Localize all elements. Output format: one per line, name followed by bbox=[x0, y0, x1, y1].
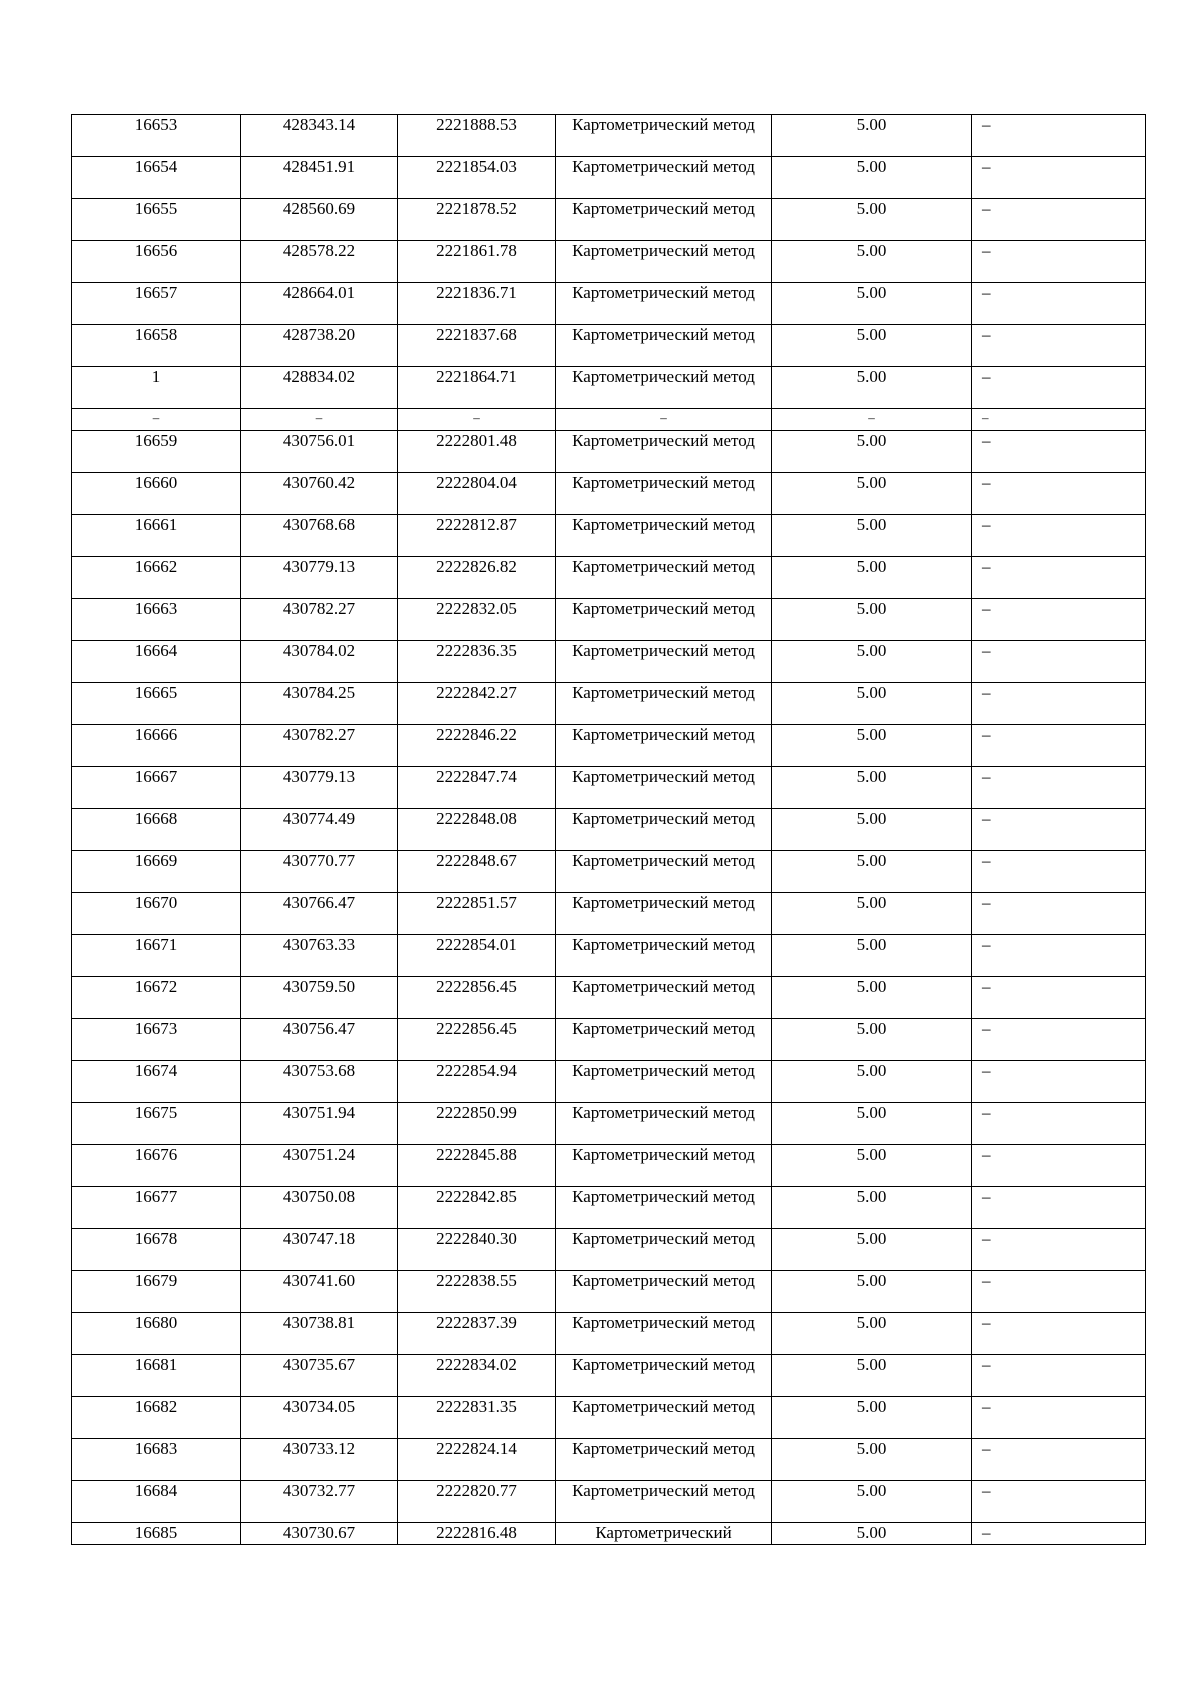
cell-coordinate-y: 2222831.35 bbox=[398, 1397, 556, 1439]
cell-point-number: 16675 bbox=[72, 1103, 241, 1145]
table-row bbox=[72, 473, 1146, 515]
cell-point-number: 16659 bbox=[72, 431, 241, 473]
cell-coordinate-x: 430751.24 bbox=[241, 1145, 398, 1187]
table-row bbox=[72, 599, 1146, 641]
cell-point-number: 16670 bbox=[72, 893, 241, 935]
cell-point-number: 16668 bbox=[72, 809, 241, 851]
cell-coordinate-x: 430779.13 bbox=[241, 767, 398, 809]
cell-point-number: 16662 bbox=[72, 557, 241, 599]
cell-accuracy: 5.00 bbox=[772, 599, 972, 641]
cell-accuracy: 5.00 bbox=[772, 1481, 972, 1523]
table-row bbox=[72, 115, 1146, 157]
table-row bbox=[72, 809, 1146, 851]
table-row bbox=[72, 893, 1146, 935]
cell-point-number: 16667 bbox=[72, 767, 241, 809]
cell-note: – bbox=[972, 1313, 1146, 1355]
cell-accuracy: 5.00 bbox=[772, 557, 972, 599]
cell-coordinate-y: 2222820.77 bbox=[398, 1481, 556, 1523]
table-row bbox=[72, 1397, 1146, 1439]
cell-note: – bbox=[972, 515, 1146, 557]
cell-method: Картометрический метод bbox=[556, 599, 772, 641]
table-row bbox=[72, 683, 1146, 725]
cell-method: Картометрический метод bbox=[556, 367, 772, 409]
cell-note: – bbox=[972, 1019, 1146, 1061]
cell-note: – bbox=[972, 1271, 1146, 1313]
cell-coordinate-y: 2222840.30 bbox=[398, 1229, 556, 1271]
cell-method: Картометрический метод bbox=[556, 641, 772, 683]
cell-accuracy: 5.00 bbox=[772, 115, 972, 157]
cell-accuracy: 5.00 bbox=[772, 283, 972, 325]
coordinates-table bbox=[71, 114, 1146, 1545]
cell-method: Картометрический метод bbox=[556, 1103, 772, 1145]
cell-coordinate-x: 430738.81 bbox=[241, 1313, 398, 1355]
cell-point-number: 16673 bbox=[72, 1019, 241, 1061]
cell-method: Картометрический bbox=[556, 1523, 772, 1545]
cell-coordinate-y: 2221854.03 bbox=[398, 157, 556, 199]
cell-note: – bbox=[972, 977, 1146, 1019]
cell-accuracy: 5.00 bbox=[772, 1523, 972, 1545]
cell-coordinate-y: 2221836.71 bbox=[398, 283, 556, 325]
cell-coordinate-x: 430779.13 bbox=[241, 557, 398, 599]
cell-accuracy: 5.00 bbox=[772, 893, 972, 935]
cell-method: Картометрический метод bbox=[556, 1229, 772, 1271]
cell-method: Картометрический метод bbox=[556, 767, 772, 809]
cell-coordinate-y: 2222834.02 bbox=[398, 1355, 556, 1397]
table-row bbox=[72, 851, 1146, 893]
cell-note: – bbox=[972, 557, 1146, 599]
cell-coordinate-y: 2222848.67 bbox=[398, 851, 556, 893]
cell-coordinate-x: 430782.27 bbox=[241, 599, 398, 641]
cell-coordinate-y: 2222846.22 bbox=[398, 725, 556, 767]
cell-point-number: 16679 bbox=[72, 1271, 241, 1313]
cell-point-number: 16655 bbox=[72, 199, 241, 241]
table-row bbox=[72, 431, 1146, 473]
cell-point-number: – bbox=[72, 409, 241, 431]
cell-coordinate-x: 430759.50 bbox=[241, 977, 398, 1019]
cell-note: – bbox=[972, 367, 1146, 409]
cell-accuracy: 5.00 bbox=[772, 367, 972, 409]
cell-method: Картометрический метод bbox=[556, 1313, 772, 1355]
cell-coordinate-y: 2221888.53 bbox=[398, 115, 556, 157]
cell-note: – bbox=[972, 199, 1146, 241]
cell-point-number: 16654 bbox=[72, 157, 241, 199]
table-row bbox=[72, 199, 1146, 241]
cell-point-number: 16672 bbox=[72, 977, 241, 1019]
cell-note: – bbox=[972, 409, 1146, 431]
cell-coordinate-x: 430756.47 bbox=[241, 1019, 398, 1061]
cell-note: – bbox=[972, 473, 1146, 515]
cell-coordinate-y: 2222854.94 bbox=[398, 1061, 556, 1103]
cell-method: Картометрический метод bbox=[556, 199, 772, 241]
cell-coordinate-y: – bbox=[398, 409, 556, 431]
cell-coordinate-x: 430733.12 bbox=[241, 1439, 398, 1481]
cell-point-number: 16683 bbox=[72, 1439, 241, 1481]
table-row bbox=[72, 157, 1146, 199]
cell-point-number: 16660 bbox=[72, 473, 241, 515]
cell-coordinate-y: 2222826.82 bbox=[398, 557, 556, 599]
cell-coordinate-x: 430782.27 bbox=[241, 725, 398, 767]
cell-accuracy: 5.00 bbox=[772, 431, 972, 473]
cell-coordinate-x: 428343.14 bbox=[241, 115, 398, 157]
cell-coordinate-y: 2222842.85 bbox=[398, 1187, 556, 1229]
cell-method: Картометрический метод bbox=[556, 809, 772, 851]
cell-coordinate-x: 430763.33 bbox=[241, 935, 398, 977]
cell-note: – bbox=[972, 1397, 1146, 1439]
table-row bbox=[72, 1481, 1146, 1523]
table-row bbox=[72, 1313, 1146, 1355]
cell-coordinate-y: 2222848.08 bbox=[398, 809, 556, 851]
cell-note: – bbox=[972, 157, 1146, 199]
cell-point-number: 16684 bbox=[72, 1481, 241, 1523]
cell-coordinate-x: 430770.77 bbox=[241, 851, 398, 893]
cell-note: – bbox=[972, 641, 1146, 683]
cell-point-number: 16665 bbox=[72, 683, 241, 725]
cell-note: – bbox=[972, 115, 1146, 157]
table-row bbox=[72, 977, 1146, 1019]
cell-method: Картометрический метод bbox=[556, 431, 772, 473]
cell-accuracy: 5.00 bbox=[772, 1313, 972, 1355]
cell-coordinate-x: 428738.20 bbox=[241, 325, 398, 367]
cell-coordinate-x: 430734.05 bbox=[241, 1397, 398, 1439]
cell-note: – bbox=[972, 893, 1146, 935]
cell-point-number: 1 bbox=[72, 367, 241, 409]
cell-accuracy: 5.00 bbox=[772, 1187, 972, 1229]
cell-note: – bbox=[972, 725, 1146, 767]
cell-note: – bbox=[972, 1439, 1146, 1481]
cell-coordinate-x: 430732.77 bbox=[241, 1481, 398, 1523]
cell-coordinate-y: 2221864.71 bbox=[398, 367, 556, 409]
cell-accuracy: 5.00 bbox=[772, 241, 972, 283]
cell-point-number: 16663 bbox=[72, 599, 241, 641]
cell-note: – bbox=[972, 283, 1146, 325]
cell-accuracy: 5.00 bbox=[772, 1103, 972, 1145]
cell-coordinate-x: 430735.67 bbox=[241, 1355, 398, 1397]
table-row bbox=[72, 1145, 1146, 1187]
cell-point-number: 16678 bbox=[72, 1229, 241, 1271]
cell-coordinate-x: 430784.25 bbox=[241, 683, 398, 725]
cell-note: – bbox=[972, 1355, 1146, 1397]
cell-point-number: 16661 bbox=[72, 515, 241, 557]
cell-coordinate-y: 2221878.52 bbox=[398, 199, 556, 241]
cell-coordinate-y: 2222837.39 bbox=[398, 1313, 556, 1355]
coordinates-table-body bbox=[72, 115, 1146, 1545]
cell-coordinate-y: 2222832.05 bbox=[398, 599, 556, 641]
cell-point-number: 16685 bbox=[72, 1523, 241, 1545]
cell-method: Картометрический метод bbox=[556, 1397, 772, 1439]
table-row bbox=[72, 1019, 1146, 1061]
cell-point-number: 16653 bbox=[72, 115, 241, 157]
table-row bbox=[72, 1103, 1146, 1145]
table-row bbox=[72, 557, 1146, 599]
cell-method: Картометрический метод bbox=[556, 241, 772, 283]
table-row bbox=[72, 1187, 1146, 1229]
cell-coordinate-x: 428560.69 bbox=[241, 199, 398, 241]
cell-method: Картометрический метод bbox=[556, 1061, 772, 1103]
cell-note: – bbox=[972, 1061, 1146, 1103]
cell-coordinate-y: 2222842.27 bbox=[398, 683, 556, 725]
cell-accuracy: 5.00 bbox=[772, 325, 972, 367]
cell-method: Картометрический метод bbox=[556, 1271, 772, 1313]
cell-method: Картометрический метод bbox=[556, 851, 772, 893]
cell-coordinate-y: 2222836.35 bbox=[398, 641, 556, 683]
cell-coordinate-y: 2222812.87 bbox=[398, 515, 556, 557]
cell-accuracy: 5.00 bbox=[772, 1397, 972, 1439]
cell-accuracy: 5.00 bbox=[772, 641, 972, 683]
cell-note: – bbox=[972, 1103, 1146, 1145]
cell-point-number: 16677 bbox=[72, 1187, 241, 1229]
cell-note: – bbox=[972, 1187, 1146, 1229]
cell-accuracy: 5.00 bbox=[772, 683, 972, 725]
cell-coordinate-y: 2222838.55 bbox=[398, 1271, 556, 1313]
cell-coordinate-y: 2222804.04 bbox=[398, 473, 556, 515]
table-row bbox=[72, 1061, 1146, 1103]
table-row bbox=[72, 241, 1146, 283]
cell-accuracy: 5.00 bbox=[772, 1355, 972, 1397]
cell-point-number: 16676 bbox=[72, 1145, 241, 1187]
table-row bbox=[72, 1229, 1146, 1271]
cell-point-number: 16681 bbox=[72, 1355, 241, 1397]
table-row-separator bbox=[72, 409, 1146, 431]
cell-point-number: 16666 bbox=[72, 725, 241, 767]
cell-accuracy: 5.00 bbox=[772, 515, 972, 557]
table-row bbox=[72, 1355, 1146, 1397]
cell-coordinate-y: 2221861.78 bbox=[398, 241, 556, 283]
cell-point-number: 16658 bbox=[72, 325, 241, 367]
cell-coordinate-x: 430753.68 bbox=[241, 1061, 398, 1103]
table-row bbox=[72, 1523, 1146, 1545]
table-row bbox=[72, 1439, 1146, 1481]
cell-method: Картометрический метод bbox=[556, 1481, 772, 1523]
cell-note: – bbox=[972, 599, 1146, 641]
cell-accuracy: 5.00 bbox=[772, 1145, 972, 1187]
cell-coordinate-x: 428578.22 bbox=[241, 241, 398, 283]
cell-note: – bbox=[972, 1229, 1146, 1271]
cell-method: Картометрический метод bbox=[556, 725, 772, 767]
cell-coordinate-y: 2222847.74 bbox=[398, 767, 556, 809]
cell-method: Картометрический метод bbox=[556, 935, 772, 977]
cell-accuracy: 5.00 bbox=[772, 725, 972, 767]
cell-coordinate-x: 428451.91 bbox=[241, 157, 398, 199]
cell-coordinate-x: 430760.42 bbox=[241, 473, 398, 515]
cell-coordinate-x: 430741.60 bbox=[241, 1271, 398, 1313]
cell-accuracy: 5.00 bbox=[772, 977, 972, 1019]
cell-method: Картометрический метод bbox=[556, 1355, 772, 1397]
cell-note: – bbox=[972, 241, 1146, 283]
cell-accuracy: 5.00 bbox=[772, 1271, 972, 1313]
cell-accuracy: 5.00 bbox=[772, 199, 972, 241]
table-row bbox=[72, 515, 1146, 557]
cell-note: – bbox=[972, 767, 1146, 809]
cell-point-number: 16657 bbox=[72, 283, 241, 325]
cell-method: Картометрический метод bbox=[556, 893, 772, 935]
cell-accuracy: 5.00 bbox=[772, 809, 972, 851]
cell-note: – bbox=[972, 935, 1146, 977]
cell-coordinate-x: 428664.01 bbox=[241, 283, 398, 325]
cell-method: Картометрический метод bbox=[556, 1187, 772, 1229]
cell-note: – bbox=[972, 1523, 1146, 1545]
cell-method: Картометрический метод bbox=[556, 1019, 772, 1061]
table-row bbox=[72, 325, 1146, 367]
cell-method: Картометрический метод bbox=[556, 1439, 772, 1481]
cell-point-number: 16671 bbox=[72, 935, 241, 977]
cell-coordinate-y: 2222801.48 bbox=[398, 431, 556, 473]
cell-coordinate-x: 428834.02 bbox=[241, 367, 398, 409]
cell-method: Картометрический метод bbox=[556, 325, 772, 367]
cell-coordinate-x: 430730.67 bbox=[241, 1523, 398, 1545]
cell-accuracy: 5.00 bbox=[772, 157, 972, 199]
cell-point-number: 16656 bbox=[72, 241, 241, 283]
cell-coordinate-y: 2222816.48 bbox=[398, 1523, 556, 1545]
cell-accuracy: 5.00 bbox=[772, 851, 972, 893]
cell-coordinate-y: 2222854.01 bbox=[398, 935, 556, 977]
cell-coordinate-x: 430774.49 bbox=[241, 809, 398, 851]
table-row bbox=[72, 283, 1146, 325]
cell-note: – bbox=[972, 809, 1146, 851]
cell-coordinate-x: 430756.01 bbox=[241, 431, 398, 473]
cell-accuracy: 5.00 bbox=[772, 1061, 972, 1103]
cell-note: – bbox=[972, 325, 1146, 367]
table-row bbox=[72, 767, 1146, 809]
cell-accuracy: 5.00 bbox=[772, 1019, 972, 1061]
cell-method: Картометрический метод bbox=[556, 683, 772, 725]
cell-coordinate-x: 430784.02 bbox=[241, 641, 398, 683]
cell-coordinate-x: 430751.94 bbox=[241, 1103, 398, 1145]
cell-point-number: 16674 bbox=[72, 1061, 241, 1103]
cell-coordinate-x: 430766.47 bbox=[241, 893, 398, 935]
cell-coordinate-y: 2221837.68 bbox=[398, 325, 556, 367]
cell-coordinate-y: 2222845.88 bbox=[398, 1145, 556, 1187]
table-row bbox=[72, 725, 1146, 767]
cell-note: – bbox=[972, 1481, 1146, 1523]
cell-coordinate-y: 2222856.45 bbox=[398, 977, 556, 1019]
cell-coordinate-x: 430750.08 bbox=[241, 1187, 398, 1229]
cell-coordinate-y: 2222851.57 bbox=[398, 893, 556, 935]
table-row bbox=[72, 1271, 1146, 1313]
cell-coordinate-y: 2222856.45 bbox=[398, 1019, 556, 1061]
cell-note: – bbox=[972, 431, 1146, 473]
cell-method: Картометрический метод bbox=[556, 157, 772, 199]
cell-coordinate-x: – bbox=[241, 409, 398, 431]
table-row bbox=[72, 367, 1146, 409]
cell-coordinate-x: 430747.18 bbox=[241, 1229, 398, 1271]
cell-method: Картометрический метод bbox=[556, 283, 772, 325]
cell-note: – bbox=[972, 683, 1146, 725]
cell-point-number: 16669 bbox=[72, 851, 241, 893]
cell-accuracy: 5.00 bbox=[772, 935, 972, 977]
cell-note: – bbox=[972, 851, 1146, 893]
cell-accuracy: 5.00 bbox=[772, 1229, 972, 1271]
cell-coordinate-y: 2222850.99 bbox=[398, 1103, 556, 1145]
cell-method: Картометрический метод bbox=[556, 557, 772, 599]
cell-coordinate-y: 2222824.14 bbox=[398, 1439, 556, 1481]
cell-accuracy: – bbox=[772, 409, 972, 431]
cell-point-number: 16664 bbox=[72, 641, 241, 683]
cell-coordinate-x: 430768.68 bbox=[241, 515, 398, 557]
cell-accuracy: 5.00 bbox=[772, 473, 972, 515]
cell-note: – bbox=[972, 1145, 1146, 1187]
cell-point-number: 16682 bbox=[72, 1397, 241, 1439]
cell-method: Картометрический метод bbox=[556, 473, 772, 515]
cell-method: Картометрический метод bbox=[556, 1145, 772, 1187]
cell-accuracy: 5.00 bbox=[772, 767, 972, 809]
cell-method: Картометрический метод bbox=[556, 977, 772, 1019]
table-row bbox=[72, 641, 1146, 683]
table-row bbox=[72, 935, 1146, 977]
cell-method: Картометрический метод bbox=[556, 515, 772, 557]
cell-point-number: 16680 bbox=[72, 1313, 241, 1355]
cell-method: Картометрический метод bbox=[556, 115, 772, 157]
cell-method: – bbox=[556, 409, 772, 431]
cell-accuracy: 5.00 bbox=[772, 1439, 972, 1481]
